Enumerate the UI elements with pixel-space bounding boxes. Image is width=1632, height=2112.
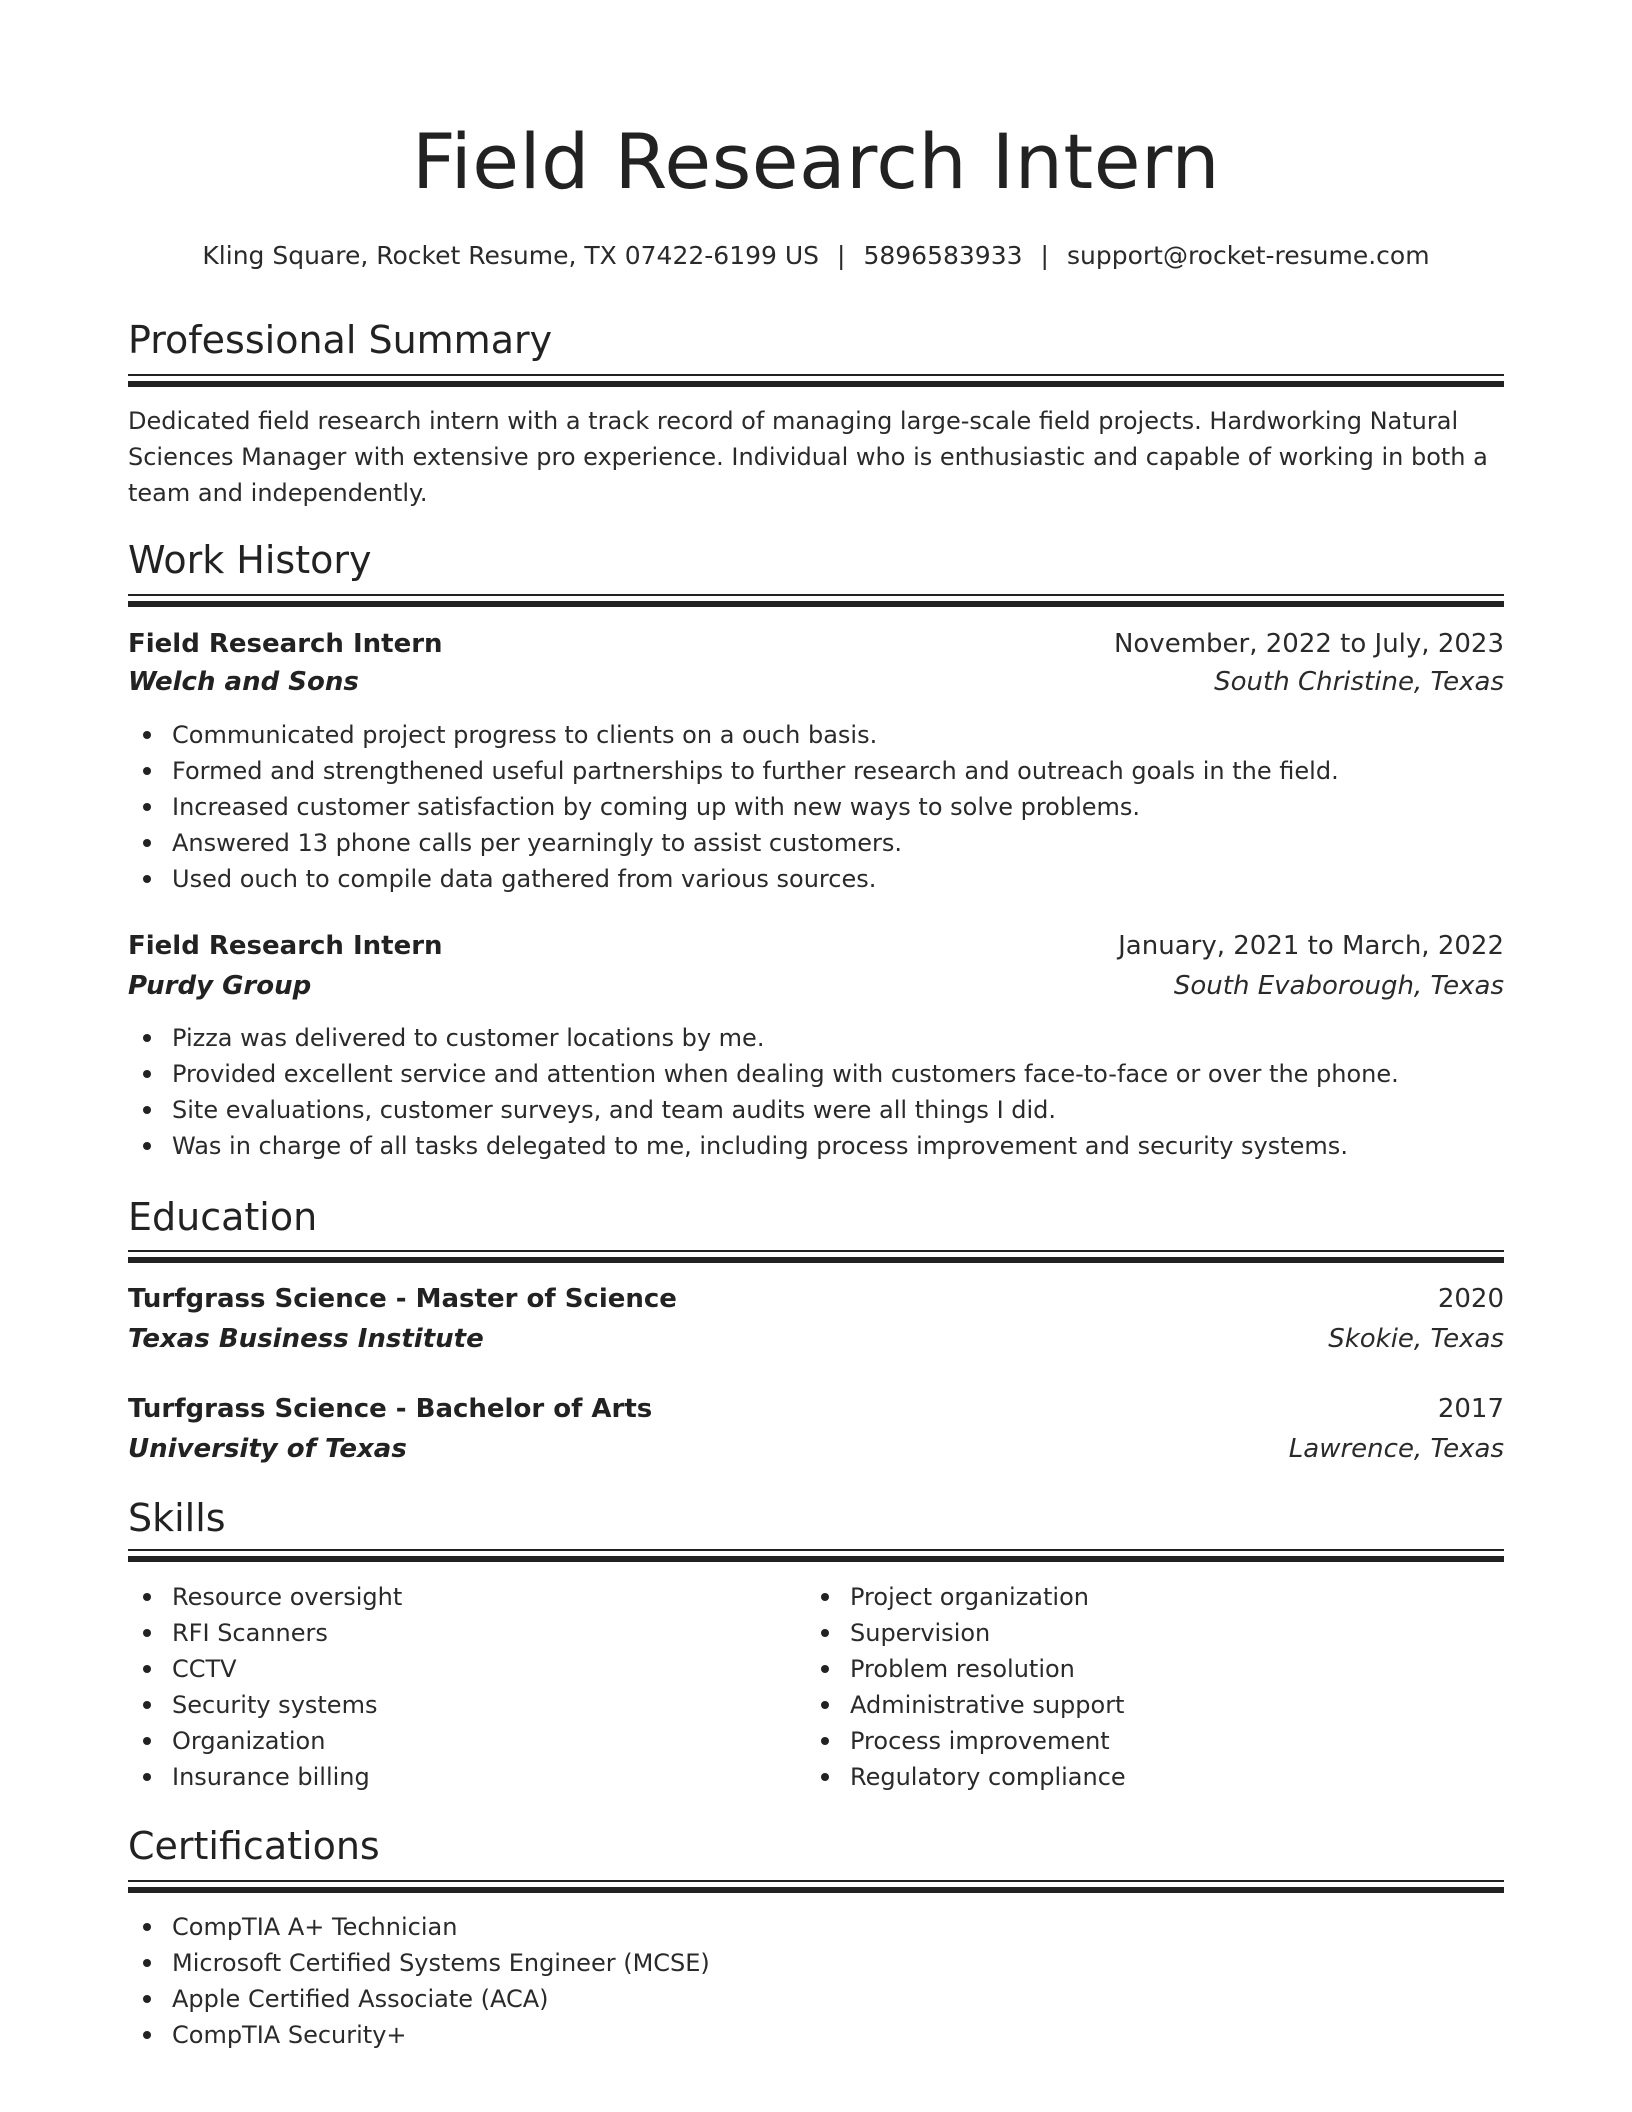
education-year: 2017	[1437, 1394, 1504, 1424]
section-divider	[128, 594, 1504, 608]
job-header	[128, 625, 1504, 663]
job-bullets	[172, 1020, 1399, 1164]
section-title-work: Work History	[128, 538, 372, 582]
job-company: Welch and Sons	[128, 667, 359, 697]
education-degree: Turfgrass Science - Bachelor of Arts	[128, 1394, 653, 1424]
education-degree: Turfgrass Science - Master of Science	[128, 1284, 677, 1314]
education-school: University of Texas	[128, 1434, 407, 1464]
education-school: Texas Business Institute	[128, 1324, 484, 1354]
job-dates: November, 2022 to July, 2023	[1113, 629, 1504, 659]
section-title-skills: Skills	[128, 1496, 226, 1540]
list-item: Organization	[172, 1723, 402, 1759]
job-header	[128, 927, 1504, 965]
job-role: Field Research Intern	[128, 629, 443, 659]
education-subheader	[128, 1430, 1504, 1468]
job-location: South Christine, Texas	[1214, 667, 1504, 697]
resume-name: Field Research Intern	[411, 117, 1221, 206]
list-item: RFI Scanners	[172, 1615, 402, 1651]
list-item: Administrative support	[850, 1687, 1126, 1723]
education-subheader	[128, 1320, 1504, 1358]
list-item: Communicated project progress to clients on a ouch basis.	[172, 717, 1339, 753]
education-location: Skokie, Texas	[1328, 1324, 1504, 1354]
section-title-education: Education	[128, 1195, 318, 1239]
job-subheader	[128, 967, 1504, 1005]
contact-address: Kling Square, Rocket Resume, TX 07422-6199 US	[202, 241, 820, 270]
list-item: Formed and strengthened useful partnerships to further research and outreach goals in the field.	[172, 753, 1339, 789]
contact-separator: |	[1040, 241, 1049, 270]
list-item: Insurance billing	[172, 1759, 402, 1795]
skills-list-left	[172, 1579, 402, 1795]
list-item: Regulatory compliance	[850, 1759, 1126, 1795]
section-divider	[128, 1880, 1504, 1894]
list-item: Microsoft Certified Systems Engineer (MCSE)	[172, 1945, 710, 1981]
list-item: Answered 13 phone calls per yearningly to assist customers.	[172, 825, 1339, 861]
list-item: Increased customer satisfaction by coming up with new ways to solve problems.	[172, 789, 1339, 825]
skills-list-right	[850, 1579, 1126, 1795]
list-item: Process improvement	[850, 1723, 1126, 1759]
list-item: CCTV	[172, 1651, 402, 1687]
list-item: Provided excellent service and attention when dealing with customers face-to-face or over the phone.	[172, 1056, 1399, 1092]
job-role: Field Research Intern	[128, 931, 443, 961]
list-item: Pizza was delivered to customer locations by me.	[172, 1020, 1399, 1056]
list-item: Project organization	[850, 1579, 1126, 1615]
job-bullets	[172, 717, 1339, 897]
summary-text: Dedicated field research intern with a track record of managing large-scale field projects. Hardworking Natural Sciences Manager with extensive pro experience. Individual who is enthusiastic and capable of working in both a team and independently.	[128, 407, 1488, 507]
job-company: Purdy Group	[128, 971, 312, 1001]
list-item: Apple Certified Associate (ACA)	[172, 1981, 710, 2017]
contact-email[interactable]: support@rocket-resume.com	[1066, 241, 1430, 270]
certifications-list	[172, 1909, 710, 2053]
list-item: Site evaluations, customer surveys, and team audits were all things I did.	[172, 1092, 1399, 1128]
section-divider	[128, 1549, 1504, 1563]
education-location: Lawrence, Texas	[1288, 1434, 1504, 1464]
list-item: Resource oversight	[172, 1579, 402, 1615]
list-item: Problem resolution	[850, 1651, 1126, 1687]
contact-separator: |	[837, 241, 846, 270]
education-header	[128, 1280, 1504, 1318]
job-dates: January, 2021 to March, 2022	[1118, 931, 1504, 961]
list-item: Was in charge of all tasks delegated to me, including process improvement and security systems.	[172, 1128, 1399, 1164]
job-location: South Evaborough, Texas	[1173, 971, 1504, 1001]
education-year: 2020	[1437, 1284, 1504, 1314]
contact-phone: 5896583933	[863, 241, 1023, 270]
section-title-summary: Professional Summary	[128, 318, 553, 362]
list-item: Security systems	[172, 1687, 402, 1723]
list-item: Used ouch to compile data gathered from various sources.	[172, 861, 1339, 897]
contact-line	[128, 238, 1504, 274]
section-divider	[128, 374, 1504, 388]
job-subheader	[128, 663, 1504, 701]
list-item: CompTIA A+ Technician	[172, 1909, 710, 1945]
list-item: CompTIA Security+	[172, 2017, 710, 2053]
section-title-certifications: Certifications	[128, 1824, 380, 1868]
section-divider	[128, 1250, 1504, 1264]
education-header	[128, 1390, 1504, 1428]
list-item: Supervision	[850, 1615, 1126, 1651]
